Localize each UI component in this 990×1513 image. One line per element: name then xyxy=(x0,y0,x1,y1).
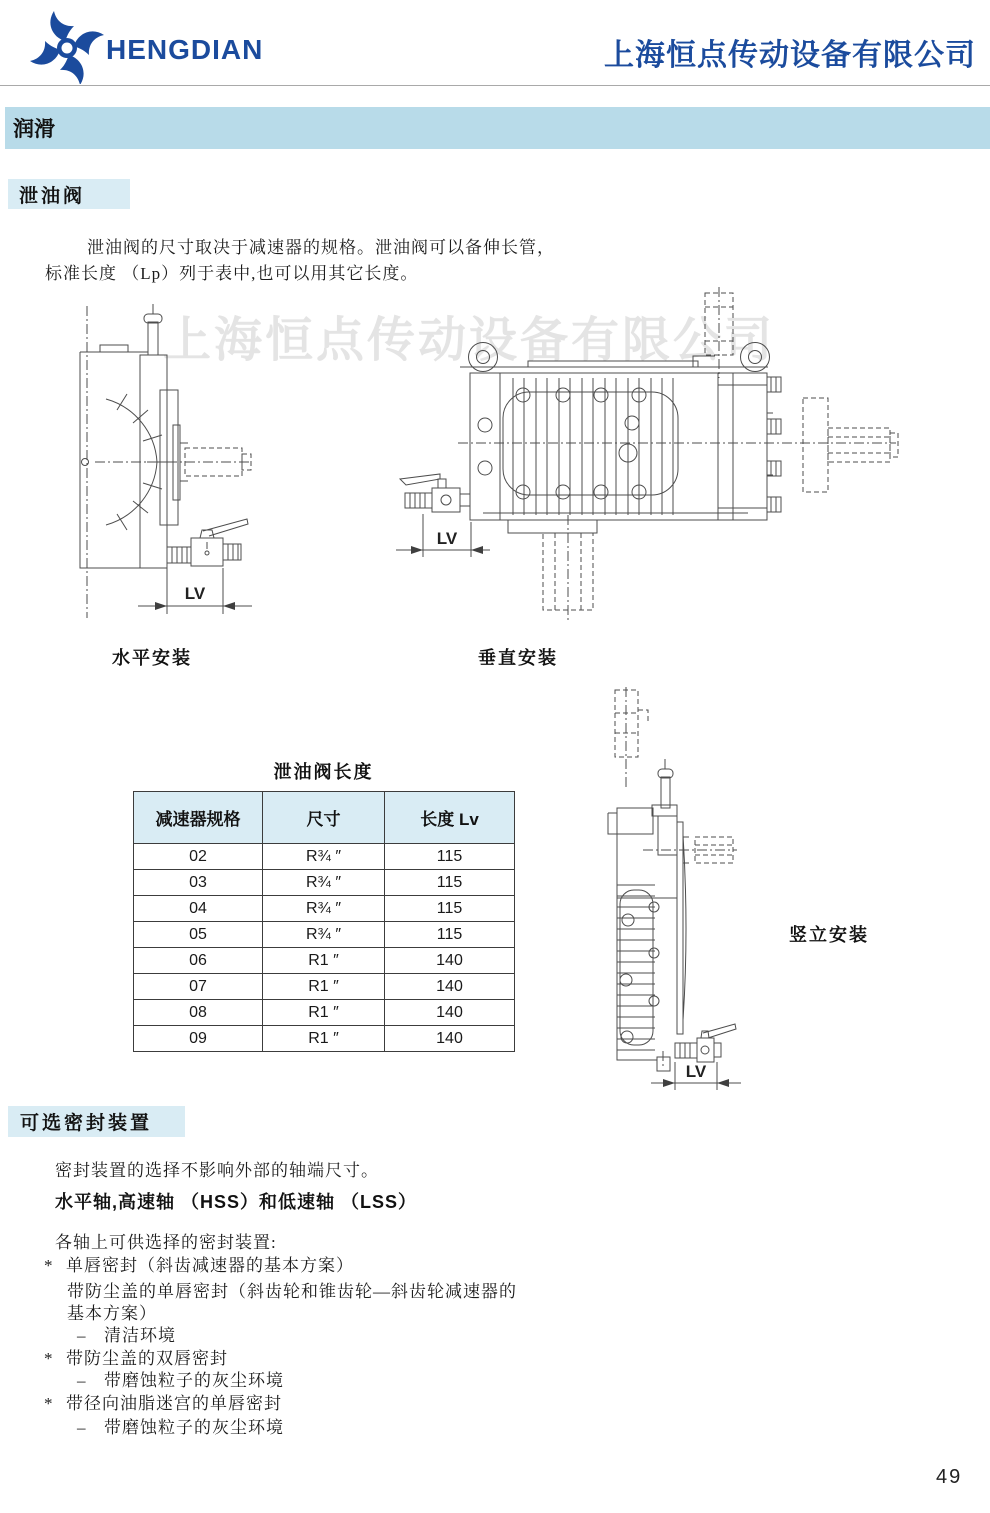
section-bar-lubrication xyxy=(5,107,990,149)
cell-length: 140 xyxy=(385,1000,515,1026)
figure-label-horizontal: 水平安装 xyxy=(112,648,192,668)
cell-length: 140 xyxy=(385,1026,515,1052)
seal-item-text: 单唇密封（斜齿减速器的基本方案） xyxy=(66,1256,354,1275)
page-number: 49 xyxy=(936,1466,963,1488)
table-row xyxy=(134,870,515,896)
cell-length: 115 xyxy=(385,896,515,922)
drain-ball-valve xyxy=(675,1024,736,1062)
cell-spec: 02 xyxy=(134,844,263,870)
seals-intro: 密封装置的选择不影响外部的轴端尺寸。 xyxy=(55,1161,379,1180)
seal-item-text: 带径向油脂迷宫的单唇密封 xyxy=(66,1394,282,1413)
seal-item-marker: * xyxy=(44,1349,54,1368)
hengdian-logo-icon xyxy=(30,10,104,84)
table-row xyxy=(134,844,515,870)
figure-horizontal-mount xyxy=(70,296,335,636)
table-row xyxy=(134,1026,515,1052)
logo-text: HENGDIAN xyxy=(106,34,264,65)
cell-spec: 09 xyxy=(134,1026,263,1052)
cell-size: R1 ″ xyxy=(263,974,385,1000)
cell-size: R¾ ″ xyxy=(263,844,385,870)
gearbox-front-view xyxy=(458,287,898,620)
header-divider xyxy=(0,85,990,86)
drain-valve-paragraph-line1: 泄油阀的尺寸取决于减速器的规格。泄油阀可以备伸长管， xyxy=(87,238,555,257)
cell-length: 115 xyxy=(385,922,515,948)
cell-size: R1 ″ xyxy=(263,1000,385,1026)
cell-length: 140 xyxy=(385,974,515,1000)
figure-label-vertical: 垂直安装 xyxy=(478,648,558,668)
seal-item-text: 清洁环境 xyxy=(104,1326,176,1345)
cell-length: 115 xyxy=(385,844,515,870)
seal-item-text: 带磨蚀粒子的灰尘环境 xyxy=(104,1418,284,1437)
drain-ball-valve xyxy=(400,474,470,512)
seal-item-marker: – xyxy=(77,1418,87,1437)
drain-valve-heading-label: 泄油阀 xyxy=(19,185,86,207)
cell-size: R1 ″ xyxy=(263,1026,385,1052)
table-header-row xyxy=(134,792,515,844)
col-header-size: 尺寸 xyxy=(263,792,385,844)
seal-item-text: 带防尘盖的单唇密封（斜齿轮和锥齿轮—斜齿轮减速器的 xyxy=(67,1282,517,1301)
cell-spec: 06 xyxy=(134,948,263,974)
col-header-spec: 减速器规格 xyxy=(134,792,263,844)
seal-item-marker: * xyxy=(44,1256,54,1275)
heading-drain-valve xyxy=(8,179,130,209)
seal-item-marker: * xyxy=(44,1394,54,1413)
heading-optional-seals xyxy=(8,1106,185,1137)
seals-subheading: 水平轴,高速轴 （HSS）和低速轴 （LSS） xyxy=(55,1192,418,1212)
col-header-length: 长度 Lv xyxy=(385,792,515,844)
seal-item-text: 带磨蚀粒子的灰尘环境 xyxy=(104,1371,284,1390)
cell-size: R¾ ″ xyxy=(263,922,385,948)
cell-spec: 08 xyxy=(134,1000,263,1026)
section-bar-label: 润滑 xyxy=(13,118,55,141)
figure-label-upright: 竖立安装 xyxy=(789,925,869,945)
valve-table-title: 泄油阀长度 xyxy=(273,762,374,782)
figure-upright-mount xyxy=(595,685,800,1105)
lv-dimension-label: LV xyxy=(436,529,458,548)
cell-length: 115 xyxy=(385,870,515,896)
seal-item xyxy=(77,1366,284,1391)
lv-dimension-label: LV xyxy=(685,1062,707,1081)
table-row xyxy=(134,974,515,1000)
cell-size: R1 ″ xyxy=(263,948,385,974)
cell-spec: 07 xyxy=(134,974,263,1000)
seal-item-text: 带防尘盖的双唇密封 xyxy=(66,1349,228,1368)
table-row xyxy=(134,1000,515,1026)
cell-spec: 04 xyxy=(134,896,263,922)
seal-item-marker: – xyxy=(77,1371,87,1390)
company-name: 上海恒点传动设备有限公司 xyxy=(604,39,976,72)
cell-spec: 05 xyxy=(134,922,263,948)
valve-table xyxy=(133,791,515,1052)
gearbox-upright-view xyxy=(608,687,737,1071)
seal-item xyxy=(77,1321,176,1346)
seal-item xyxy=(44,1389,282,1414)
seals-list-intro: 各轴上可供选择的密封装置: xyxy=(55,1233,277,1252)
figure-vertical-mount xyxy=(388,283,938,645)
seal-item-marker: – xyxy=(77,1326,87,1345)
optional-seals-heading-label: 可选密封装置 xyxy=(20,1113,153,1134)
drawings-watermark: 上海恒点传动设备有限公司 xyxy=(163,314,776,367)
drain-valve-paragraph-line2: 标准长度 （Lp）列于表中,也可以用其它长度。 xyxy=(45,264,419,283)
table-row xyxy=(134,896,515,922)
cell-length: 140 xyxy=(385,948,515,974)
lv-dimension-label: LV xyxy=(184,584,206,603)
gearbox-side-view xyxy=(80,304,252,618)
seal-item xyxy=(44,1251,354,1276)
cell-size: R¾ ″ xyxy=(263,896,385,922)
table-row xyxy=(134,948,515,974)
cell-spec: 03 xyxy=(134,870,263,896)
seal-item xyxy=(77,1413,284,1438)
cell-size: R¾ ″ xyxy=(263,870,385,896)
seal-item-text: 基本方案） xyxy=(67,1304,157,1323)
table-row xyxy=(134,922,515,948)
drain-ball-valve xyxy=(167,519,248,566)
